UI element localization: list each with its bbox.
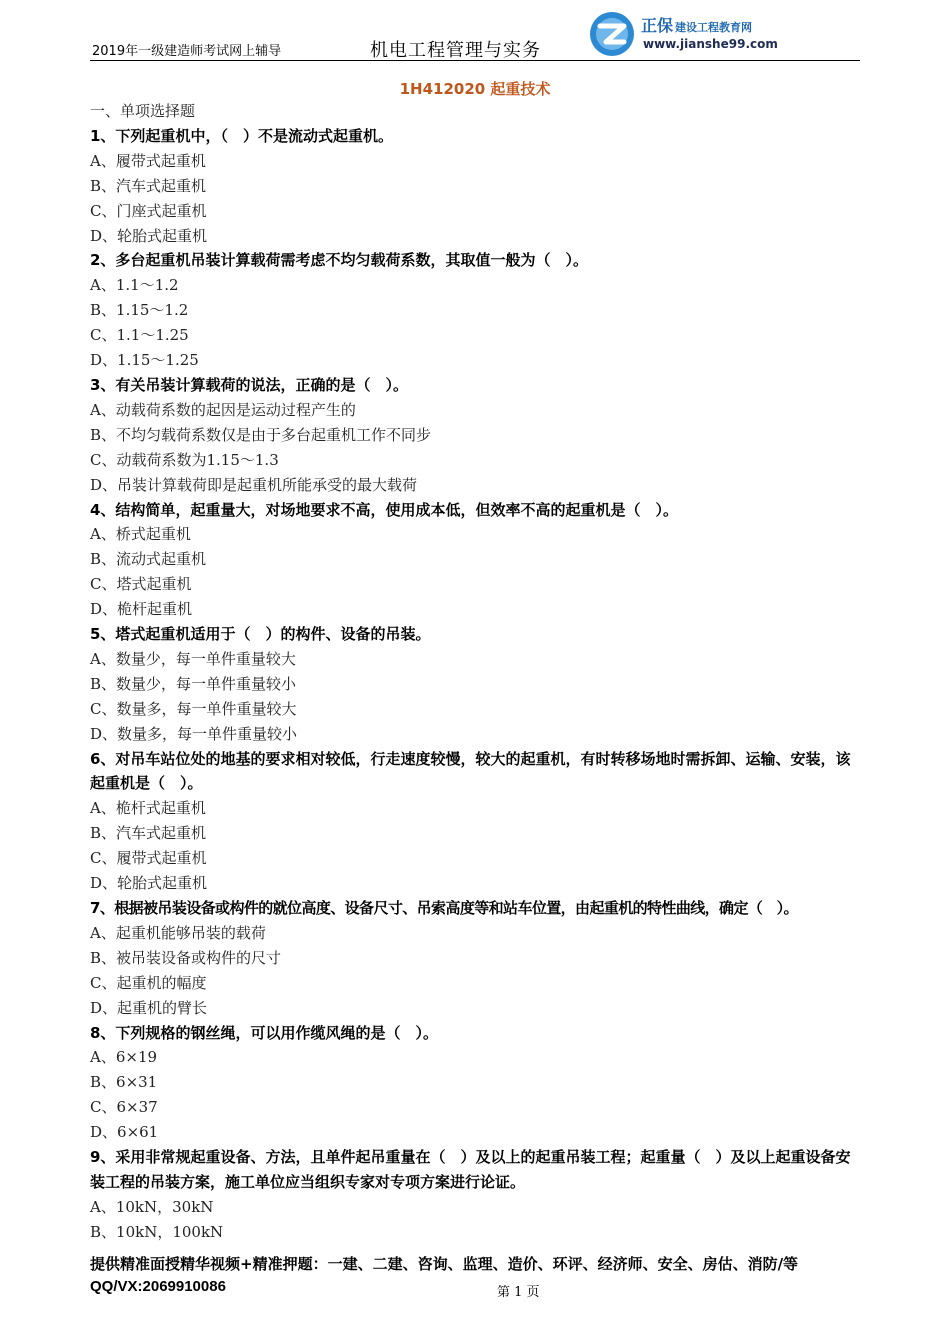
header-subject: 机电工程管理与实务 — [370, 40, 541, 61]
option-1d: D、轮胎式起重机 — [90, 226, 208, 245]
logo-text — [641, 13, 752, 36]
logo-swirl-icon — [588, 10, 636, 58]
option-5a: A、数量少，每一单件重量较大 — [90, 649, 296, 668]
option-2b: B、1.15～1.2 — [90, 301, 189, 320]
chapter-title: 1H412020 起重技术 — [399, 80, 551, 98]
option-7b: B、被吊装设备或构件的尺寸 — [90, 948, 282, 967]
option-7a: A、起重机能够吊装的载荷 — [90, 923, 266, 942]
option-3c: C、动载荷系数为1.15～1.3 — [90, 450, 279, 469]
question-list — [90, 99, 880, 1245]
option-4c: C、塔式起重机 — [90, 575, 192, 594]
footer-promo: 提供精准面授精华视频+精准押题：一建、二建、咨询、监理、造价、环评、经济师、安全、房估、消防/等 — [90, 1255, 799, 1273]
option-3d: D、吊装计算载荷即是起重机所能承受的最大载荷 — [90, 475, 418, 494]
option-4d: D、桅杆起重机 — [90, 600, 193, 619]
option-8a: A、6×19 — [90, 1048, 158, 1067]
question-9: 9、采用非常规起重设备、方法，且单件起吊重量在（ ）及以上的起重吊装工程；起重量（ ）及以上起重设备安装工程的吊装方案，施工单位应当组织专家对专项方案进行论证。 — [90, 1148, 851, 1191]
option-8d: D、6×61 — [90, 1123, 159, 1142]
option-6c: C、履带式起重机 — [90, 849, 207, 868]
option-7c: C、起重机的幅度 — [90, 973, 207, 992]
question-4: 4、结构简单，起重量大，对场地要求不高，使用成本低，但效率不高的起重机是（ ）。 — [90, 500, 678, 519]
option-2a: A、1.1～1.2 — [90, 276, 179, 295]
option-7d: D、起重机的臂长 — [90, 998, 208, 1017]
option-3b: B、不均匀载荷系数仅是由于多台起重机工作不同步 — [90, 425, 432, 444]
option-2d: D、1.15～1.25 — [90, 351, 199, 370]
option-5c: C、数量多，每一单件重量较大 — [90, 699, 297, 718]
option-6b: B、汽车式起重机 — [90, 824, 207, 843]
brand-logo — [588, 8, 778, 60]
option-6d: D、轮胎式起重机 — [90, 874, 208, 893]
option-9a: A、10kN，30kN — [90, 1197, 214, 1216]
option-4b: B、流动式起重机 — [90, 550, 207, 569]
question-1: 1、下列起重机中，（ ）不是流动式起重机。 — [90, 126, 393, 145]
logo-subtitle: 建设工程教育网 — [675, 21, 753, 34]
header-exam-name: 2019年一级建造师考试网上辅导 — [92, 44, 282, 59]
logo-url: www.jianshe99.com — [643, 37, 778, 51]
question-8: 8、下列规格的钢丝绳，可以用作缆风绳的是（ ）。 — [90, 1023, 438, 1042]
option-1a: A、履带式起重机 — [90, 151, 206, 170]
option-3a: A、动载荷系数的起因是运动过程产生的 — [90, 400, 356, 419]
option-8b: B、6×31 — [90, 1073, 158, 1092]
option-5d: D、数量多，每一单件重量较小 — [90, 724, 298, 743]
option-5b: B、数量少，每一单件重量较小 — [90, 674, 297, 693]
question-7: 7、根据被吊装设备或构件的就位高度、设备尺寸、吊索高度等和站车位置，由起重机的特性曲线，确定（ ）。 — [90, 899, 798, 917]
logo-brand: 正保 — [641, 16, 674, 35]
option-1c: C、门座式起重机 — [90, 201, 207, 220]
option-1b: B、汽车式起重机 — [90, 176, 207, 195]
question-2: 2、多台起重机吊装计算载荷需考虑不均匀载荷系数，其取值一般为（ ）。 — [90, 251, 588, 270]
option-2c: C、1.1～1.25 — [90, 326, 189, 345]
option-9b: B、10kN，100kN — [90, 1222, 224, 1241]
section-heading: 一、单项选择题 — [90, 102, 196, 120]
question-6: 6、对吊车站位处的地基的要求相对较低，行走速度较慢，较大的起重机，有时转移场地时需拆卸、运输、安装，该起重机是（ ）。 — [90, 749, 851, 793]
page-number: 第 1 页 — [497, 1285, 540, 1300]
footer-contact: QQ/VX:2069910086 — [90, 1278, 226, 1295]
option-6a: A、桅杆式起重机 — [90, 799, 206, 818]
question-3: 3、有关吊装计算载荷的说法，正确的是（ ）。 — [90, 375, 408, 394]
option-8c: C、6×37 — [90, 1098, 158, 1117]
question-5: 5、塔式起重机适用于（ ）的构件、设备的吊装。 — [90, 625, 431, 644]
option-4a: A、桥式起重机 — [90, 525, 191, 544]
header-divider — [90, 60, 860, 61]
